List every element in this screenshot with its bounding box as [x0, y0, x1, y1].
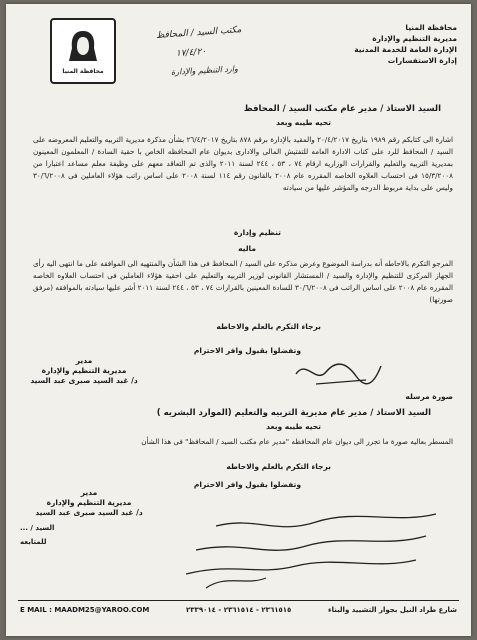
letter1-closing-request: برجاء التكرم بالعلم والاحاطه — [216, 322, 321, 331]
letter2-addressee: السيد الاستاذ / مدير عام مديرية التربيه والتعليم (الموارد البشريه ) — [156, 408, 431, 418]
letter2-greeting: تحيه طيبه وبعد — [266, 422, 321, 431]
pharaoh-head-icon — [63, 28, 103, 66]
letterhead-line: الإدارة العامة للخدمة المدنية — [354, 45, 457, 54]
letter-page — [6, 4, 471, 636]
margin-note: السيد / ... — [20, 524, 55, 532]
letterhead-line: مديرية التنظيم والإدارة — [372, 34, 457, 43]
copy-sent-label: صورة مرسله — [405, 392, 453, 401]
letter1-body — [33, 134, 453, 194]
letter2-closing: وتفضلوا بقبول وافر الاحترام — [193, 480, 301, 489]
handwritten-note: مكتب السيد / المحافظ — [155, 25, 242, 41]
signature-scribble — [286, 354, 386, 394]
letter2-closing-request: برجاء التكرم بالعلم والاحاطه — [226, 462, 331, 471]
signer-title: مدير — [80, 488, 98, 497]
letter1-greeting: تحيه طيبه وبعد — [276, 118, 331, 127]
letter1-signature-block — [24, 356, 144, 386]
margin-note: للمتابعه — [20, 538, 47, 546]
letterhead-line: محافظة المنيا — [405, 23, 457, 32]
letter1-request-text: المرجو التكرم بالاحاطه أنه بدراسة الموضوع وعرض مذكره على السيد / المحافظ فى هذا الشأن والمنتهيه الى الموافقه على ما انتهى اليه رأى الجهاز المركزى للتنظيم والإدارة والسيد / المستشار القانونى لوزير التربيه والتعليم على احقية هؤلاء العاملين فى احتساب العلاوه الخاصه المقرره عام ٢٠٠٨ على اساس الراتب فى ٣٠/٦/٢٠٠٨ للسادة المعينين بالقرارات ٧٤ ، ٥٣ ، ٢٤٤ لسنة ٢٠١١ أشر عليها سيادته بالموافقه (مرفق صورتها) — [33, 259, 454, 304]
footer-address: شارع طراد النيل بجوار التشييد والبناء — [328, 606, 457, 614]
footer-phones: ٢٣٦١٥١٥ - ٢٣٦١٥١٤ - ٢٣٣٩٠١٤ — [186, 606, 292, 614]
signer-org: مديرية التنظيم والإدارة — [41, 366, 127, 375]
letter1-request — [33, 258, 453, 306]
section-heading: تنظيم وإدارة — [233, 228, 281, 237]
handwritten-date: ١٧/٤/٢٠ — [175, 46, 207, 60]
handwritten-annotation — [156, 504, 456, 594]
signer-org: مديرية التنظيم والإدارة — [46, 498, 132, 507]
signer-name: د/ غبد السيد صبرى عبد السيد — [35, 508, 143, 517]
handwritten-note: وارد التنظيم والإدارة — [170, 64, 239, 77]
governorate-logo — [50, 18, 116, 84]
footer-email: E MAIL : MAADM25@YAROO.COM — [20, 606, 150, 614]
logo-caption: محافظة المنيا — [62, 67, 104, 75]
letter1-addressee: السيد الاستاذ / مدير عام مكتب السيد / المحافظ — [243, 104, 441, 114]
footer — [20, 606, 457, 614]
letter2-body-text: المسطر بعاليه صورة ما تجرر الى ديوان عام المحافظه "مدير عام مكتب السيد / المحافظ" فى هذا الشأن — [141, 437, 453, 446]
letter2-body — [33, 436, 453, 448]
footer-divider — [18, 600, 459, 601]
signer-name: د/ غبد السيد صبرى عبد السيد — [30, 376, 138, 385]
signer-title: مدير — [75, 356, 93, 365]
letter2-signature-block — [24, 488, 154, 518]
letter1-body-text: اشارة الى كتابكم رقم ١٩٨٩ بتاريخ ٢٠/٤/٢٠١٧ والمقيد بالإدارة برقم ٨٧٨ بتاريخ ٢٦/٤/٢٠١٧ بشأن مذكرة مديرية التربيه والتعليم المعروضه على السيد / المحافظ للرد على كتاب الادارة العامه للتفتيش المالى والادارى بديوان عام المحافظه الخاص با حقية السادة / المعلمون المعينون بمديرية التربيه والتعليم والقرارات الوزاريه ارقام ٧٤ ، ٥٣ ، ٢٤٤ لسنة ٢٠١١ والذى تم التعاقد معهم على وظيفة معلم مساعد اعتبارا من ١٥/٣/٢٠٠٨ فى احتساب العلاوه الخاصه المقرره عام ٢٠٠٨ بالقانون رقم ١١٤ لسنة ٢٠٠٨ على اساس راتب هؤلاء العاملين فى ٣٠/٦/٢٠٠٨ وليس على بداية مربوط الدرجه والمؤشر عليها من سيادته — [33, 135, 453, 192]
section-heading: ماليه — [238, 244, 256, 253]
letter1-closing: وتفضلوا بقبول وافر الاحترام — [193, 346, 301, 355]
letterhead-line: إدارة الاستفسارات — [387, 56, 457, 65]
letterhead — [317, 22, 457, 66]
